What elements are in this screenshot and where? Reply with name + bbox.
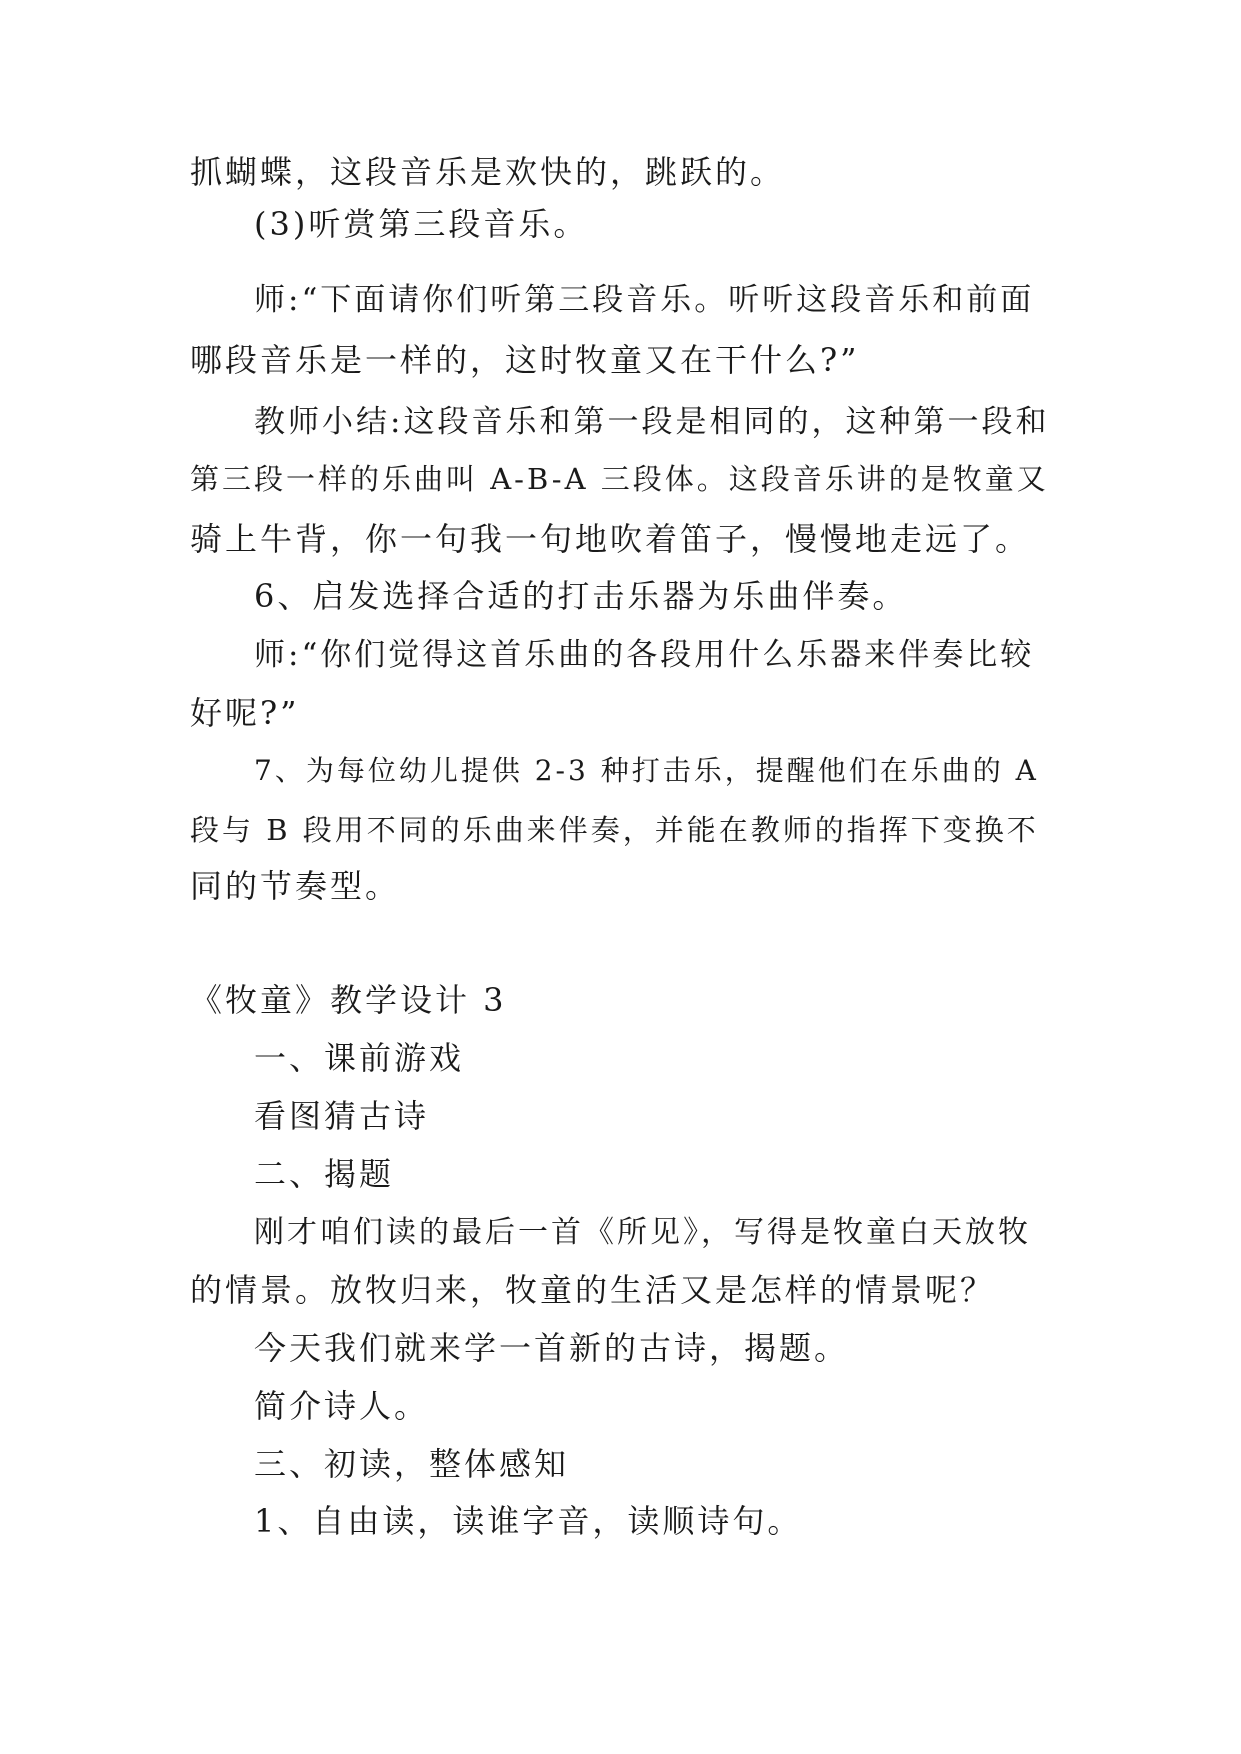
text-line: 简介诗人。 <box>254 1387 430 1425</box>
text-line: 段与 B 段用不同的乐曲来伴奏，并能在教师的指挥下变换不 <box>190 813 1039 847</box>
text-line: 抓蝴蝶，这段音乐是欢快的，跳跃的。 <box>190 153 786 191</box>
text-line: 今天我们就来学一首新的古诗，揭题。 <box>254 1329 850 1367</box>
text-line: 第三段一样的乐曲叫 A-B-A 三段体。这段音乐讲的是牧童又 <box>190 462 1049 496</box>
heading: 三、初读，整体感知 <box>254 1445 570 1483</box>
text-line: 同的节奏型。 <box>190 867 401 905</box>
section-title: 《牧童》教学设计 3 <box>190 981 507 1019</box>
text-line: 师:“你们觉得这首乐曲的各段用什么乐器来伴奏比较 <box>254 637 1035 673</box>
text-line: 7、为每位幼儿提供 2-3 种打击乐，提醒他们在乐曲的 A <box>254 754 1039 787</box>
text-line: 好呢?” <box>190 694 300 732</box>
text-line: 师:“下面请你们听第三段音乐。听听这段音乐和前面 <box>254 282 1035 318</box>
text-line: 教师小结:这段音乐和第一段是相同的，这种第一段和 <box>254 404 1050 440</box>
text-line: 刚才咱们读的最后一首《所见》，写得是牧童白天放牧 <box>254 1215 1031 1250</box>
text-line: 骑上牛背，你一句我一句地吹着笛子，慢慢地走远了。 <box>190 520 1031 558</box>
text-line: 1、自由读，读谁字音，读顺诗句。 <box>254 1502 803 1540</box>
text-line: 的情景。放牧归来，牧童的生活又是怎样的情景呢？ <box>190 1271 996 1309</box>
heading: 二、揭题 <box>254 1155 395 1193</box>
heading: 一、课前游戏 <box>254 1039 465 1077</box>
text-line: 哪段音乐是一样的，这时牧童又在干什么?” <box>190 341 860 379</box>
text-line: 看图猜古诗 <box>254 1097 430 1135</box>
text-line: 6、启发选择合适的打击乐器为乐曲伴奏。 <box>254 577 908 615</box>
text-line: (3)听赏第三段音乐。 <box>254 205 589 243</box>
